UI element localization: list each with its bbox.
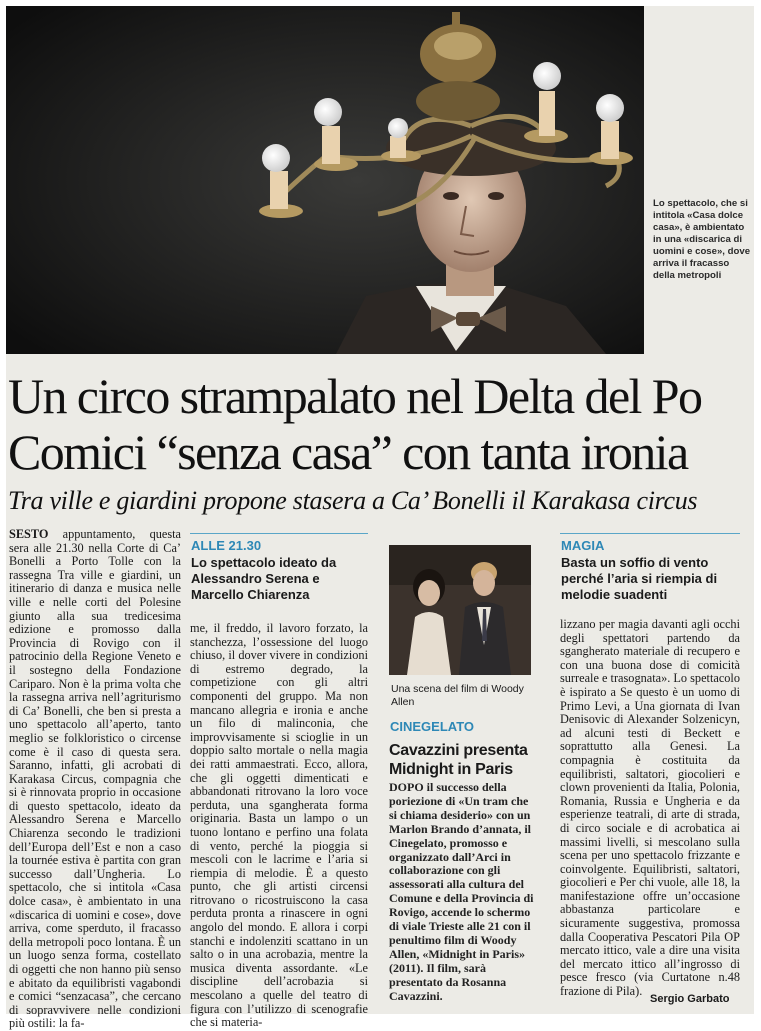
film-title: Cavazzini presenta Midnight in Paris [389, 742, 528, 778]
box-magic-tag: MAGIA [561, 538, 605, 553]
author-signature: Sergio Garbato [650, 993, 730, 1005]
film-tag: CINEGELATO [390, 719, 475, 734]
film-scene-image [389, 545, 531, 675]
box-magic-title: Basta un soffio di vento perché l’aria si riempia di melodie suadenti [561, 555, 718, 602]
ghost-text [644, 6, 761, 118]
box-time-tag: ALLE 21.30 [191, 538, 262, 553]
film-photo-caption: Una scena del film di Woody Allen [391, 683, 524, 708]
dateline: SESTO [9, 527, 49, 541]
subheadline: Tra ville e giardini propone stasera a Ca’ Bonelli il Karakasa circus [8, 486, 698, 515]
article-column-2: me, il freddo, il lavoro forzato, la stanchezza, l’ossessione del luogo chiuso, il dover vivere in condizioni di estremo degrado, la competizione con gli altri componenti del gruppo. Ma non mancano allegria e ironia e anche un filo di malinconia, che improvvisamente si scioglie in un doppio salto mortale o nella magia dei ratti ammaestrati. Ecco, allora, che gli oggetti dimenticati e abbandonati ritrovano la loro voce perduta, una sgangherata forma originaria. Basta un lampo o un tuono lontano e perfino una folata di vento, perché la pioggia si mescoli con le lacrime e l’aria si riempia di melodie. È a questo punto, che gli artisti circensi ritrovano o ricostruiscono la casa perduta pronta a rinascere in ogni angolo del mondo. E allora i corpi stanchi e indolenziti scattano in un salto o in una acrobazia, mentre la musica diventa assordante. «Le discipline dell’acrobazia si mescolano a quelle del teatro di figura con l’utilizzo di scenografie che si materia- [190, 621, 368, 1030]
headline-line-2: Comici “senza casa” con tanta ironia [8, 424, 688, 480]
article-column-1 [9, 528, 181, 1031]
article-text-1: appuntamento, questa sera alle 21.30 nella Corte di Ca’ Bonelli a Porto Tolle con la rassegna Tra ville e giardini, un itinerario di danza e musica nelle ville e nelle corti del Polesine giunto alla sua tredicesima edizione e promosso dalla Provincia di Rovigo con il patrocinio della Regione Veneto e il sostegno della Fondazione Cariparo. Non è la prima volta che la rassegna arriva nell’agriturismo di Ca’ Bonelli, che ben si presta a uno spettacolo all’aperto, tanto meglio se folkloristico o circense come è il caso di questa sera. Saranno, infatti, gli acrobati di Karakasa Circus, compagnia che si è rinnovata proprio in occasione di questo spettacolo, ideato da Alessandro Serena e Marcello Chiarenza secondo le tradizioni dell’Europa dell’Est e non a caso la tournée estiva è partita con gran successo dall’Ungheria. Lo spettacolo, che si intitola «Casa dolce casa», è ambientato in una «discarica di uomini e cose», dove arriva, come sperduto, il fracasso della metropoli poco lontana. È un un luogo senza forma, costellato di oggetti che non hanno più senso e abitato da equilibristi vagabondi e comici “senzacasa”, che cercano di sopravvivere nelle condizioni più ostili: la fa- [9, 527, 181, 1031]
main-photo [6, 6, 644, 354]
headline-line-1: Un circo strampalato nel Delta del Po [8, 368, 702, 424]
article-column-4: lizzano per magia davanti agli occhi degli spettatori partendo da sgangherato materiale di recupero e con una buona dose di comicità surreale e trasognata». Lo spettacolo è ispirato a Se questo è un uomo di Primo Levi, a Una giornata di Ivan Denisovic di Alexander Solzenicyn, ad alcuni testi di Beckett e soprattutto alla Genesi. La compagnia è costituita da equilibristi, saltatori, giocolieri e clown provenienti da Italia, Polonia, Romania, Russia e Ungheria e da esperienze teatrali, di arte di strada, di circo sociale e di acrobatica ai massimi livelli, si mescolano sulla scena per uno spettacolo frizzante e coinvolgente. Equilibristi, saltatori, giocolieri e Per chi vuole, alle 18, la manifestazione offre un’occasione abbastanza particolare e sicuramente suggestiva, promossa dalla Cooperativa Pescatori Pila OP mercato ittico, vale a dire una visita del mercato ittico all’ingrosso di pesce fresco (via Curtatone n.48 frazione di Pila). [560, 617, 740, 999]
box-time-title: Lo spettacolo ideato da Alessandro Serena e Marcello Chiarenza [191, 555, 337, 602]
photo-caption: Lo spettacolo, che si intitola «Casa dolce casa», è ambientato in una «discarica di uomini e cose», dove arriva il fracasso della metropoli [653, 198, 751, 281]
box-rule-magic [560, 533, 740, 534]
film-photo [389, 545, 531, 675]
box-rule [190, 533, 368, 534]
performer-chandelier-image [6, 6, 644, 354]
film-article-text: DOPO il successo della poriezione di «Un tram che si chiama desiderio» con un Marlon Brando d’annata, il Cinegelato, promosso e organizzato dall’Arci in collaborazione con gli assessorati alla cultura del Comune e della Provincia di Rovigo, accende lo schermo di viale Trieste alle 21 con il penultimo film di Woody Allen, «Midnight in Paris» (2011). Il film, sarà presentato da Rosanna Cavazzini. [389, 780, 534, 1003]
